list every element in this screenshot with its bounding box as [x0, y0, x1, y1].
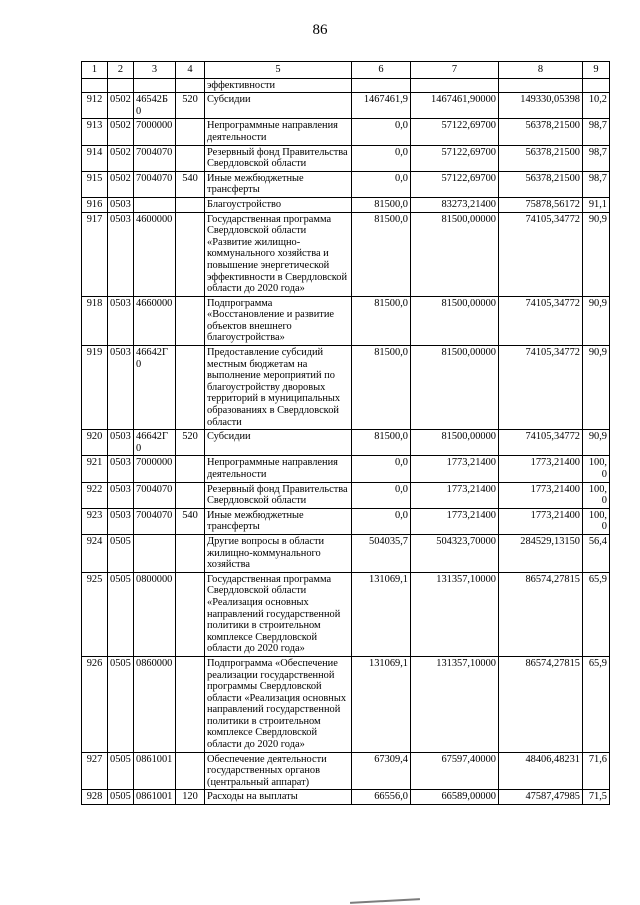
cell-plan: 81500,0 [352, 197, 411, 212]
table-row [82, 752, 610, 790]
cell-executed: 1773,21400 [499, 482, 583, 508]
cell-executed: 56378,21500 [499, 145, 583, 171]
cell-name: Резервный фонд Правительства Свердловской области [205, 482, 352, 508]
cell-percent: 90,9 [583, 296, 610, 345]
cell-section: 0503 [108, 212, 134, 296]
table-row [82, 790, 610, 805]
cell-empty [134, 78, 176, 93]
page-number: 86 [312, 22, 328, 38]
cell-percent: 10,2 [583, 93, 610, 119]
cell-plan: 81500,0 [352, 430, 411, 456]
cell-name: Непрограммные направления деятельности [205, 119, 352, 145]
cell-plan: 81500,0 [352, 346, 411, 430]
scan-mark [350, 898, 420, 904]
cell-refined-plan: 57122,69700 [411, 119, 499, 145]
cell-executed: 74105,34772 [499, 212, 583, 296]
cell-expense-type [176, 145, 205, 171]
cell-expense-type: 520 [176, 430, 205, 456]
cell-name: Подпрограмма «Восстановление и развитие объектов внешнего благоустройства» [205, 296, 352, 345]
cell-name: Иные межбюджетные трансферты [205, 508, 352, 534]
cell-name: Другие вопросы в области жилищно-коммунального хозяйства [205, 534, 352, 572]
cell-refined-plan: 81500,00000 [411, 296, 499, 345]
cell-empty [108, 78, 134, 93]
cell-name: Предоставление субсидий местным бюджетам на выполнение мероприятий по благоустройству дворовых территорий в муниципальных образованиях в Свердловской области [205, 346, 352, 430]
cell-section: 0503 [108, 197, 134, 212]
cell-plan: 1467461,9 [352, 93, 411, 119]
cell-percent: 90,9 [583, 430, 610, 456]
cell-name: эффективности [205, 78, 352, 93]
header-row [82, 62, 610, 79]
col-header: 1 [82, 62, 108, 79]
cell-section: 0503 [108, 482, 134, 508]
cell-empty [411, 78, 499, 93]
cell-row-number: 914 [82, 145, 108, 171]
cell-refined-plan: 131357,10000 [411, 656, 499, 752]
cell-expense-type [176, 119, 205, 145]
cell-target-code: 7004070 [134, 145, 176, 171]
cell-refined-plan: 67597,40000 [411, 752, 499, 790]
cell-section: 0505 [108, 572, 134, 656]
cell-executed: 56378,21500 [499, 119, 583, 145]
cell-percent: 100,0 [583, 508, 610, 534]
cell-row-number: 915 [82, 171, 108, 197]
cell-section: 0503 [108, 296, 134, 345]
cell-percent: 98,7 [583, 171, 610, 197]
col-header: 9 [583, 62, 610, 79]
cell-refined-plan: 81500,00000 [411, 212, 499, 296]
cell-plan: 0,0 [352, 456, 411, 482]
cell-executed: 74105,34772 [499, 296, 583, 345]
cell-section: 0505 [108, 656, 134, 752]
cell-row-number: 926 [82, 656, 108, 752]
cell-refined-plan: 1773,21400 [411, 456, 499, 482]
cell-refined-plan: 1467461,90000 [411, 93, 499, 119]
cell-executed: 86574,27815 [499, 572, 583, 656]
col-header: 3 [134, 62, 176, 79]
table-row [82, 346, 610, 430]
cell-section: 0502 [108, 145, 134, 171]
cell-executed: 47587,47985 [499, 790, 583, 805]
cell-name: Расходы на выплаты [205, 790, 352, 805]
cell-percent: 98,7 [583, 119, 610, 145]
table-body [82, 78, 610, 804]
cell-expense-type [176, 534, 205, 572]
cell-executed: 56378,21500 [499, 171, 583, 197]
table-row [82, 430, 610, 456]
cell-expense-type [176, 296, 205, 345]
cell-plan: 0,0 [352, 119, 411, 145]
cell-plan: 81500,0 [352, 296, 411, 345]
cell-empty [499, 78, 583, 93]
col-header: 8 [499, 62, 583, 79]
cell-refined-plan: 81500,00000 [411, 430, 499, 456]
cell-plan: 131069,1 [352, 656, 411, 752]
cell-name: Резервный фонд Правительства Свердловской области [205, 145, 352, 171]
cell-section: 0505 [108, 752, 134, 790]
cell-section: 0505 [108, 534, 134, 572]
cell-refined-plan: 83273,21400 [411, 197, 499, 212]
table-row [82, 145, 610, 171]
table-row [82, 534, 610, 572]
cell-percent: 100,0 [583, 482, 610, 508]
cell-percent: 71,5 [583, 790, 610, 805]
cell-row-number: 916 [82, 197, 108, 212]
cell-percent: 71,6 [583, 752, 610, 790]
budget-table [81, 61, 610, 805]
cell-plan: 66556,0 [352, 790, 411, 805]
cell-row-number: 920 [82, 430, 108, 456]
cell-name: Обеспечение деятельности государственных органов (центральный аппарат) [205, 752, 352, 790]
cell-section: 0502 [108, 93, 134, 119]
table-row [82, 296, 610, 345]
cell-target-code: 7004070 [134, 508, 176, 534]
cell-refined-plan: 57122,69700 [411, 171, 499, 197]
cell-row-number: 919 [82, 346, 108, 430]
cell-empty [352, 78, 411, 93]
cell-row-number: 922 [82, 482, 108, 508]
cell-target-code [134, 197, 176, 212]
cell-executed: 74105,34772 [499, 430, 583, 456]
cell-executed: 86574,27815 [499, 656, 583, 752]
table-row [82, 171, 610, 197]
cell-percent: 65,9 [583, 572, 610, 656]
cell-row-number: 921 [82, 456, 108, 482]
cell-target-code: 7004070 [134, 171, 176, 197]
cell-plan: 81500,0 [352, 212, 411, 296]
cell-expense-type [176, 346, 205, 430]
cell-name: Субсидии [205, 430, 352, 456]
cell-name: Непрограммные направления деятельности [205, 456, 352, 482]
cell-percent: 56,4 [583, 534, 610, 572]
cell-section: 0503 [108, 430, 134, 456]
table-row [82, 656, 610, 752]
cell-expense-type [176, 456, 205, 482]
cell-target-code: 46642Г0 [134, 430, 176, 456]
cell-target-code: 0860000 [134, 656, 176, 752]
cell-target-code: 46642Г0 [134, 346, 176, 430]
cell-section: 0505 [108, 790, 134, 805]
cell-plan: 0,0 [352, 482, 411, 508]
cell-expense-type: 540 [176, 171, 205, 197]
cell-expense-type [176, 482, 205, 508]
cell-target-code: 0800000 [134, 572, 176, 656]
cell-executed: 1773,21400 [499, 456, 583, 482]
cell-expense-type [176, 212, 205, 296]
cell-row-number: 928 [82, 790, 108, 805]
cell-target-code: 4660000 [134, 296, 176, 345]
cell-section: 0503 [108, 508, 134, 534]
table-row [82, 119, 610, 145]
cell-name: Подпрограмма «Обеспечение реализации государственной программы Свердловской области «Реализация основных направлений государственной политики в строительном комплексе Свердловской области до 2020 года» [205, 656, 352, 752]
cell-empty [82, 78, 108, 93]
continuation-row [82, 78, 610, 93]
cell-target-code: 46542Б0 [134, 93, 176, 119]
cell-refined-plan: 131357,10000 [411, 572, 499, 656]
cell-target-code: 4600000 [134, 212, 176, 296]
cell-target-code: 7000000 [134, 119, 176, 145]
cell-plan: 0,0 [352, 171, 411, 197]
cell-target-code: 7004070 [134, 482, 176, 508]
table-row [82, 508, 610, 534]
cell-name: Благоустройство [205, 197, 352, 212]
cell-name: Субсидии [205, 93, 352, 119]
cell-refined-plan: 57122,69700 [411, 145, 499, 171]
cell-expense-type: 520 [176, 93, 205, 119]
cell-expense-type [176, 752, 205, 790]
cell-expense-type: 540 [176, 508, 205, 534]
cell-expense-type: 120 [176, 790, 205, 805]
cell-row-number: 918 [82, 296, 108, 345]
table-row [82, 93, 610, 119]
cell-executed: 1773,21400 [499, 508, 583, 534]
cell-percent: 90,9 [583, 212, 610, 296]
cell-executed: 75878,56172 [499, 197, 583, 212]
cell-plan: 67309,4 [352, 752, 411, 790]
cell-percent: 65,9 [583, 656, 610, 752]
cell-section: 0503 [108, 346, 134, 430]
cell-target-code: 0861001 [134, 790, 176, 805]
cell-refined-plan: 1773,21400 [411, 482, 499, 508]
cell-refined-plan: 66589,00000 [411, 790, 499, 805]
cell-executed: 74105,34772 [499, 346, 583, 430]
table-row [82, 456, 610, 482]
table-row [82, 212, 610, 296]
cell-section: 0503 [108, 456, 134, 482]
cell-plan: 0,0 [352, 508, 411, 534]
col-header: 7 [411, 62, 499, 79]
cell-executed: 284529,13150 [499, 534, 583, 572]
cell-expense-type [176, 572, 205, 656]
col-header: 2 [108, 62, 134, 79]
cell-row-number: 917 [82, 212, 108, 296]
cell-row-number: 927 [82, 752, 108, 790]
table-row [82, 197, 610, 212]
cell-percent: 91,1 [583, 197, 610, 212]
table-row [82, 482, 610, 508]
cell-target-code: 0861001 [134, 752, 176, 790]
cell-empty [176, 78, 205, 93]
cell-plan: 131069,1 [352, 572, 411, 656]
cell-row-number: 912 [82, 93, 108, 119]
cell-empty [583, 78, 610, 93]
col-header: 4 [176, 62, 205, 79]
cell-name: Иные межбюджетные трансферты [205, 171, 352, 197]
cell-plan: 0,0 [352, 145, 411, 171]
cell-row-number: 913 [82, 119, 108, 145]
cell-plan: 504035,7 [352, 534, 411, 572]
cell-refined-plan: 1773,21400 [411, 508, 499, 534]
cell-target-code: 7000000 [134, 456, 176, 482]
cell-refined-plan: 504323,70000 [411, 534, 499, 572]
cell-percent: 98,7 [583, 145, 610, 171]
cell-row-number: 925 [82, 572, 108, 656]
cell-refined-plan: 81500,00000 [411, 346, 499, 430]
cell-section: 0502 [108, 171, 134, 197]
col-header: 6 [352, 62, 411, 79]
cell-executed: 48406,48231 [499, 752, 583, 790]
cell-name: Государственная программа Свердловской области «Реализация основных направлений государственной политики в строительном комплексе Свердловской области до 2020 года» [205, 572, 352, 656]
cell-expense-type [176, 197, 205, 212]
cell-row-number: 923 [82, 508, 108, 534]
cell-target-code [134, 534, 176, 572]
cell-executed: 149330,05398 [499, 93, 583, 119]
col-header: 5 [205, 62, 352, 79]
cell-name: Государственная программа Свердловской области «Развитие жилищно-коммунального хозяйства и повышение энергетической эффективности в Свердловской области до 2020 года» [205, 212, 352, 296]
cell-percent: 100,0 [583, 456, 610, 482]
cell-row-number: 924 [82, 534, 108, 572]
table-row [82, 572, 610, 656]
cell-percent: 90,9 [583, 346, 610, 430]
cell-expense-type [176, 656, 205, 752]
cell-section: 0502 [108, 119, 134, 145]
